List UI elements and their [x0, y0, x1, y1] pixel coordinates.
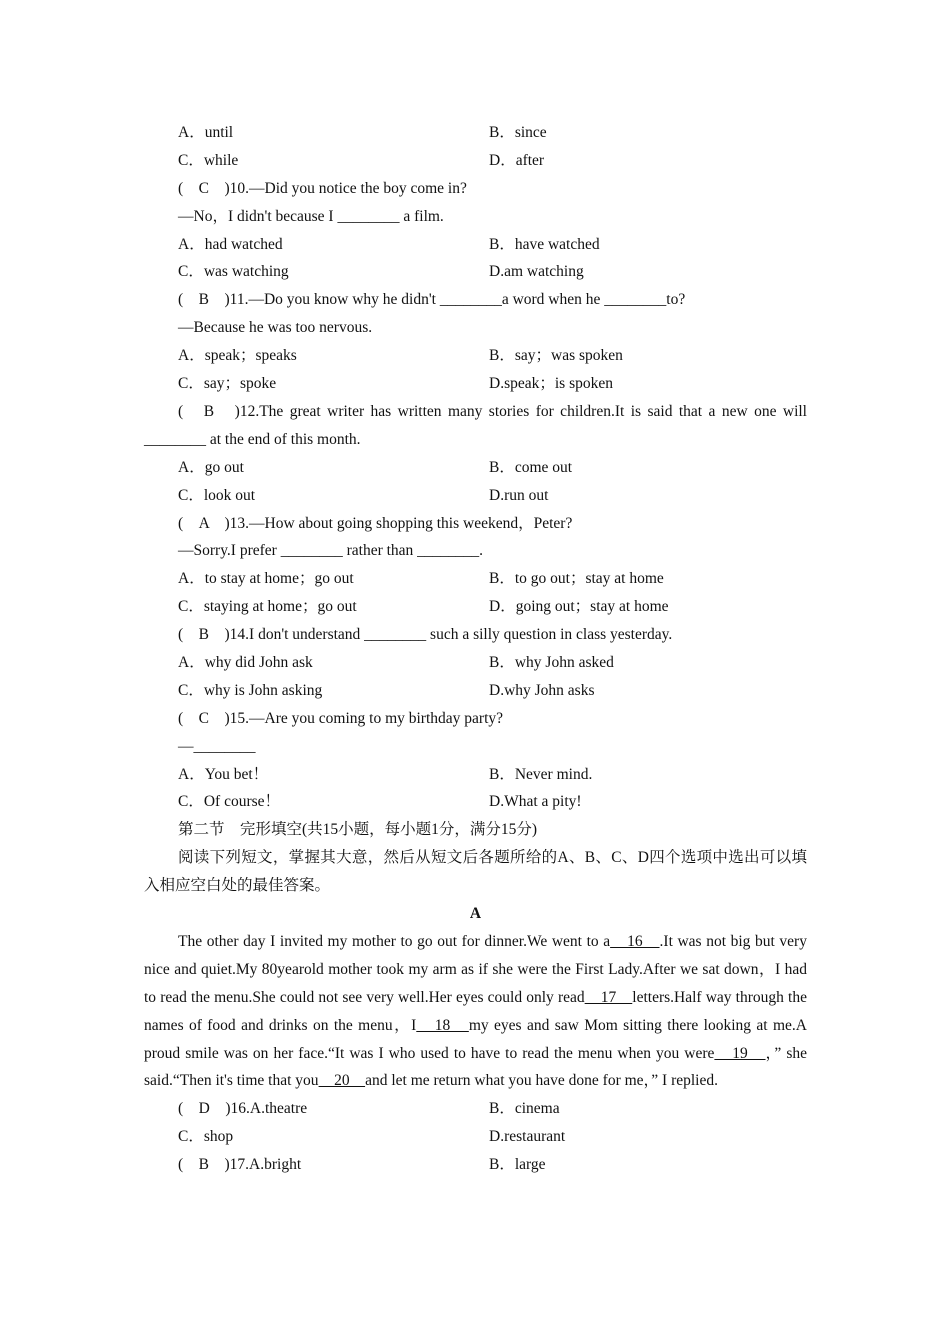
option-d: D.why John asks	[489, 681, 595, 699]
option-c: C．Of course！	[178, 793, 281, 811]
option-row	[144, 1151, 807, 1179]
passage-text: .It was not big but very nice and quiet.My 80yearold mother took my arm as if she were the First Lady.After we sat down，I had to read the menu.She could not see very well.Her eyes could only read	[144, 932, 807, 1006]
option-c: C．staying at home；go out	[178, 598, 357, 616]
question-15-response: —________	[178, 737, 256, 755]
passage-label: A	[469, 905, 482, 922]
question-13-stem: ( A )13.—How about going shopping this weekend，Peter?	[178, 514, 573, 532]
blank-17: 17	[584, 988, 633, 1006]
blank-18: 18	[416, 1016, 469, 1034]
option-b: B．cinema	[489, 1100, 560, 1118]
option-row	[144, 677, 807, 705]
question-15-stem: ( C )15.—Are you coming to my birthday party?	[178, 709, 504, 727]
section-instruction: 阅读下列短文，掌握其大意，然后从短文后各题所给的A、B、C、D四个选项中选出可以填入相应空白处的最佳答案。	[144, 849, 807, 895]
option-b: B．to go out；stay at home	[489, 570, 664, 588]
option-b: B．come out	[489, 458, 573, 476]
option-d: D．going out；stay at home	[489, 598, 669, 616]
option-row	[144, 649, 807, 677]
question-10-response: —No，I didn't because I ________ a film.	[178, 207, 444, 225]
option-row	[144, 258, 807, 286]
option-a: A．until	[178, 124, 234, 141]
document-content	[144, 119, 807, 1179]
option-row	[144, 1095, 807, 1123]
option-c: C．say；spoke	[178, 375, 277, 393]
option-d: D.speak；is spoken	[489, 375, 613, 393]
option-row	[144, 454, 807, 482]
option-row	[144, 342, 807, 370]
passage-text: ，” she said.“Then it's time that you	[144, 1044, 808, 1090]
option-b: B．since	[489, 124, 547, 141]
option-c: C．shop	[178, 1128, 234, 1146]
option-d: D．after	[489, 151, 545, 169]
option-row	[144, 482, 807, 510]
option-b: B．large	[489, 1156, 546, 1174]
question-12-stem: ( B )12.The great writer has written many stories for children.It is said that a new one will ________ at the end of this month.	[144, 402, 807, 448]
option-b: B．say；was spoken	[489, 347, 623, 365]
question-17-stem: ( B )17.A.bright	[178, 1156, 302, 1174]
option-a: A．to stay at home；go out	[178, 570, 354, 588]
option-row	[144, 119, 807, 147]
option-row	[144, 761, 807, 789]
option-row	[144, 1123, 807, 1151]
blank-20: 20	[318, 1072, 366, 1090]
option-b: B．why John asked	[489, 653, 614, 671]
passage-text: letters.Half way through the names of food and drinks on the menu，I	[144, 988, 807, 1034]
passage-text: The other day I invited my mother to go out for dinner.We went to a	[178, 932, 611, 950]
option-row	[144, 231, 807, 259]
option-b: B．have watched	[489, 235, 600, 253]
option-a: A．go out	[178, 458, 244, 476]
option-row	[144, 788, 807, 816]
question-10-stem: ( C )10.—Did you notice the boy come in?	[178, 179, 467, 197]
option-a: A．why did John ask	[178, 653, 313, 671]
section-title: 第二节 完形填空(共15小题，每小题1分，满分15分)	[178, 821, 538, 839]
question-11-stem: ( B )11.—Do you know why he didn't ________a word when he ________to?	[178, 291, 686, 309]
option-d: D.run out	[489, 486, 549, 504]
option-a: A．You bet！	[178, 765, 269, 783]
question-14-stem: ( B )14.I don't understand ________ such a silly question in class yesterday.	[178, 626, 673, 644]
option-d: D.restaurant	[489, 1128, 566, 1146]
option-a: A．had watched	[178, 235, 283, 253]
cloze-passage	[144, 928, 807, 1095]
passage-text: and let me return what you have done for me，” I replied.	[365, 1072, 718, 1090]
question-13-response: —Sorry.I prefer ________ rather than ________.	[178, 542, 484, 560]
option-row	[144, 370, 807, 398]
option-c: C．why is John asking	[178, 681, 323, 699]
option-c: C．was watching	[178, 263, 289, 281]
option-row	[144, 147, 807, 175]
option-d: D.What a pity!	[489, 793, 582, 811]
option-d: D.am watching	[489, 263, 584, 281]
passage-text: my eyes and saw Mom sitting there looking at me.A proud smile was on her face.“It was I who used to have to read the menu when you were	[144, 1016, 807, 1062]
option-a: A．speak；speaks	[178, 347, 297, 365]
option-row	[144, 565, 807, 593]
option-c: C．look out	[178, 486, 256, 504]
blank-16: 16	[610, 932, 660, 950]
question-16-stem: ( D )16.A.theatre	[178, 1100, 308, 1118]
option-c: C．while	[178, 151, 239, 169]
option-b: B．Never mind.	[489, 765, 593, 783]
blank-19: 19	[714, 1044, 766, 1062]
option-row	[144, 593, 807, 621]
question-11-response: —Because he was too nervous.	[178, 319, 373, 337]
